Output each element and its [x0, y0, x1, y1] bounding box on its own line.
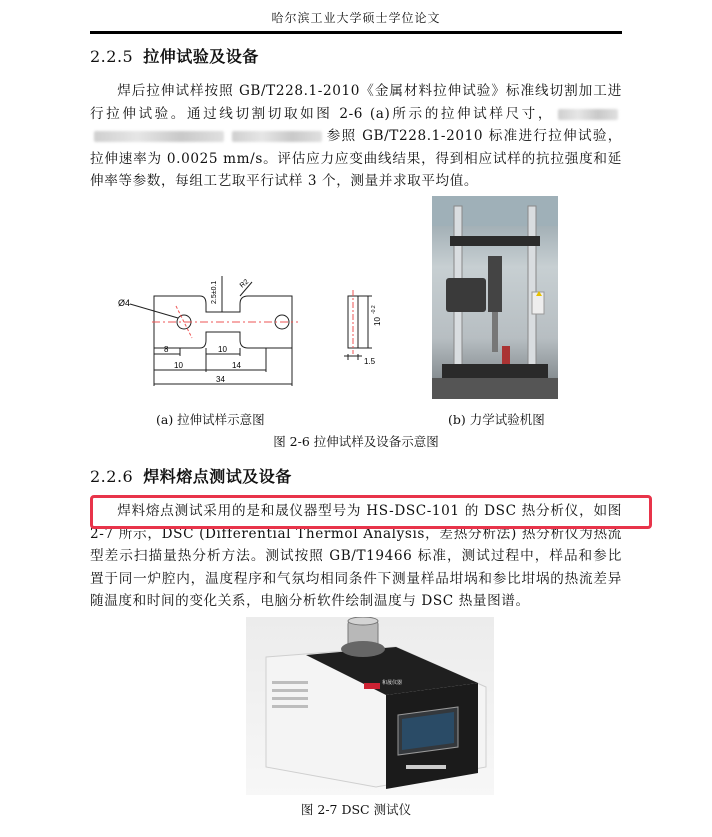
figure-27-caption: 图 2-7 DSC 测试仪	[300, 802, 412, 817]
section-heading-2-2-6	[90, 464, 292, 487]
section-heading-2-2-5	[90, 44, 259, 67]
dsc-instrument-photo	[246, 617, 494, 795]
dim-side: 1.5	[364, 357, 376, 366]
paragraph-text-2: 参照 GB/T228.1-2010 标准进行拉伸试验，拉伸速率为 0.0025 mm/s。评估应力应变曲线结果，得到相应试样的抗拉强度和延伸率等参数，每组工艺取平行试样 3 个，测量并求取平均值。	[90, 128, 622, 190]
paragraph-text: 焊料熔点测试采用的是和晟仪器型号为 HS-DSC-101 的 DSC 热分析仪，如图 2-7 所示，DSC (Differential Thermol Analysis，差热分析法) 热分析仪为热流型差示扫描量热分析方法。测试按照 GB/T19466 标准，测试过程中，样品和参比置于同一炉腔内，温度程序和气氛均相同条件下测量样品坩埚和参比坩埚的热流差异随温度和时间的变化关系，电脑分析软件绘制温度与 DSC 热量图谱。	[90, 503, 622, 610]
brand-logo-text: 和晟仪器	[382, 680, 403, 686]
figure-26a-caption: (a) 拉伸试样示意图	[156, 412, 265, 427]
dim-mid: 14	[232, 361, 241, 370]
dim-pad: 10	[174, 361, 183, 370]
redacted-text	[558, 109, 618, 120]
redacted-text	[94, 131, 224, 142]
testing-machine-illustration	[432, 196, 558, 399]
section-title: 拉伸试验及设备	[143, 47, 259, 66]
dim-radius: R2	[238, 278, 251, 290]
testing-machine-photo	[432, 196, 558, 399]
dim-left: 8	[164, 345, 169, 354]
tensile-specimen-drawing	[112, 268, 392, 398]
dim-total: 34	[216, 375, 225, 384]
header-rule	[90, 31, 622, 34]
figure-26b-caption: (b) 力学试验机图	[448, 412, 545, 427]
section-paragraph-2-2-5	[90, 80, 622, 193]
page-header: 哈尔滨工业大学硕士学位论文	[271, 11, 441, 25]
dim-thickness: 10	[373, 317, 382, 326]
dim-thickness-tolerance: -0.2	[371, 305, 377, 314]
dim-neck: 2.5±0.1	[211, 280, 218, 304]
dsc-instrument-illustration	[246, 617, 494, 795]
red-highlight-box	[90, 495, 652, 529]
dim-gauge: 10	[218, 345, 227, 354]
paragraph-text-1: 焊后拉伸试样按照 GB/T228.1-2010《金属材料拉伸试验》标准线切割加工进行拉伸试验。通过线切割切取如图 2-6 (a)所示的拉伸试样尺寸，	[90, 83, 622, 122]
figure-26-caption: 图 2-6 拉伸试样及设备示意图	[273, 434, 439, 449]
dim-hole: Ø4	[118, 298, 131, 308]
section-title: 焊料熔点测试及设备	[143, 467, 292, 486]
section-number: 2.2.5	[90, 47, 134, 66]
section-number: 2.2.6	[90, 467, 134, 486]
redacted-text	[232, 131, 322, 142]
